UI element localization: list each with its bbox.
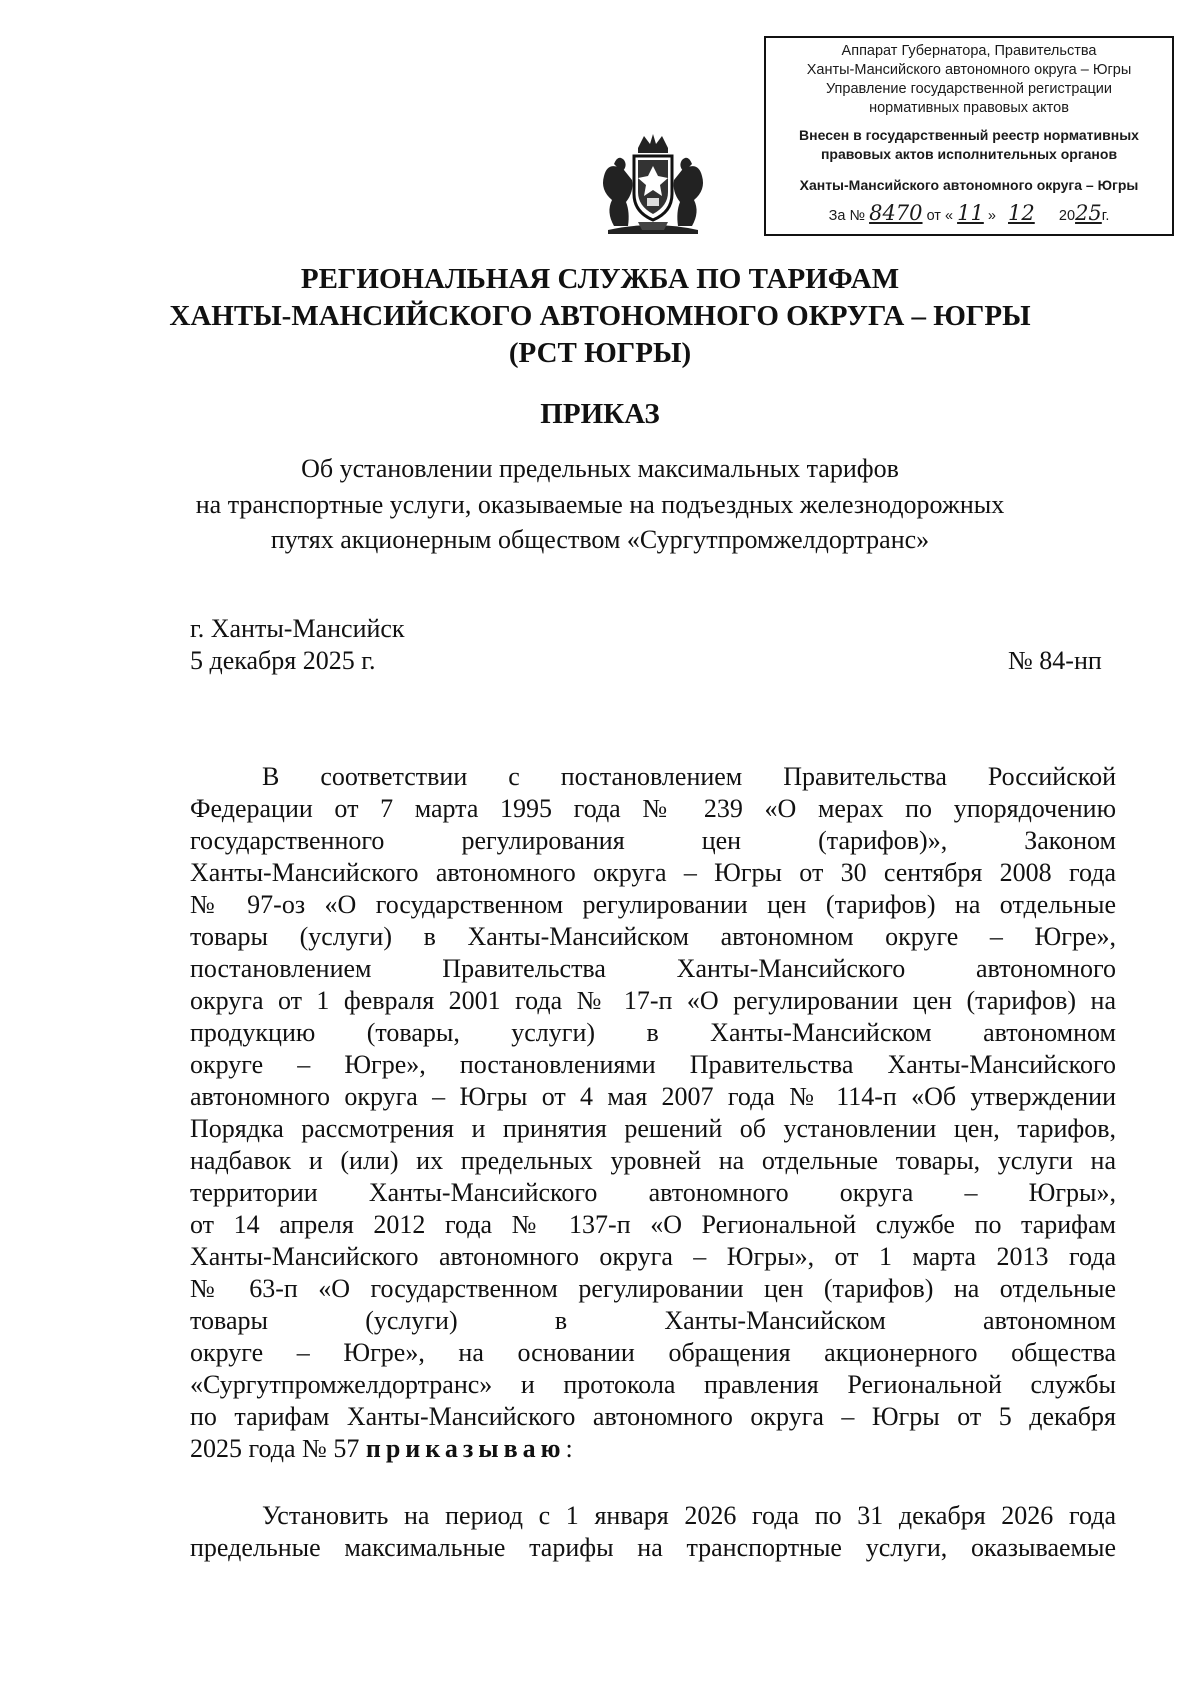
stamp-reg-month: 12 <box>1008 201 1035 225</box>
body-line: В соответствии с постановлением Правительства Российской <box>262 762 1116 791</box>
body-line-final <box>190 1433 1116 1465</box>
body-line: от 14 апреля 2012 года № 137-п «О Региональной службе по тарифам <box>190 1210 1116 1239</box>
stamp-registration-number <box>766 201 1172 226</box>
body-line: предельные максимальные тарифы на транспортные услуги, оказываемые <box>190 1533 1116 1562</box>
body-line: «Сургутпромжелдортранс» и протокола правления Региональной службы <box>190 1370 1116 1399</box>
body-line: надбавок и (или) их предельных уровней на отдельные товары, услуги на <box>190 1146 1116 1175</box>
body-line: товары (услуги) в Ханты-Мансийском автономном округе – Югре», <box>190 922 1116 951</box>
org-abbreviation: (РСТ ЮГРЫ) <box>508 337 692 369</box>
body-line: Ханты-Мансийского автономного округа – Югры от 30 сентября 2008 года <box>190 858 1116 887</box>
stamp-registry-note <box>766 126 1172 164</box>
stamp-reg-day: 11 <box>957 201 984 225</box>
subject-line: путях акционерным обществом «Сургутпромжелдортранс» <box>270 525 930 554</box>
body-line: Порядка рассмотрения и принятия решений об установлении цен, тарифов, <box>190 1114 1116 1143</box>
stamp-header <box>766 42 1172 118</box>
body-line: государственного регулирования цен (тарифов)», Законом <box>190 826 1116 855</box>
body-line: округе – Югре», постановлениями Правительства Ханты-Мансийского <box>190 1050 1116 1079</box>
stamp-line: Ханты-Мансийского автономного округа – Югры <box>799 177 1139 193</box>
issue-date: 5 декабря 2025 г. <box>190 646 376 675</box>
body-line: № 63-п «О государственном регулировании цен (тарифов) на отдельные <box>190 1274 1116 1303</box>
body-line: № 97-оз «О государственном регулировании цен (тарифов) на отдельные <box>190 890 1116 919</box>
stamp-reg-year: 25 <box>1075 201 1102 225</box>
document-type: ПРИКАЗ <box>540 398 660 430</box>
stamp-line: нормативных правовых актов <box>869 100 1069 116</box>
body-line: товары (услуги) в Ханты-Мансийском автономном <box>190 1306 1116 1335</box>
org-name-line1: РЕГИОНАЛЬНАЯ СЛУЖБА ПО ТАРИФАМ <box>300 263 900 295</box>
order-colon: : <box>565 1434 573 1463</box>
body-line: округа от 1 февраля 2001 года № 17-п «О регулировании цен (тарифов) на <box>190 986 1116 1015</box>
order-reference: 2025 года № 57 <box>190 1434 366 1463</box>
stamp-line: Внесен в государственный реестр нормативных <box>799 127 1139 143</box>
subject-line: Об установлении предельных максимальных тарифов <box>301 454 899 483</box>
body-line: Установить на период с 1 января 2026 года по 31 декабря 2026 года <box>262 1501 1116 1530</box>
stamp-reg-close: » <box>987 208 996 224</box>
stamp-line: Ханты-Мансийского автономного округа – Югры <box>806 62 1132 78</box>
stamp-reg-from: от « <box>926 208 954 224</box>
issue-city: г. Ханты-Мансийск <box>190 614 405 643</box>
stamp-reg-year-prefix: 20 <box>1058 208 1076 224</box>
body-line: продукцию (товары, услуги) в Ханты-Мансийском автономном <box>190 1018 1116 1047</box>
stamp-line: Аппарат Губернатора, Правительства <box>841 43 1097 59</box>
stamp-line: правовых актов исполнительных органов <box>820 146 1118 162</box>
order-verb: приказываю <box>365 1434 566 1463</box>
stamp-reg-prefix: За № <box>828 208 866 224</box>
body-line: Федерации от 7 марта 1995 года № 239 «О мерах по упорядочению <box>190 794 1116 823</box>
body-line: постановлением Правительства Ханты-Мансийского автономного <box>190 954 1116 983</box>
body-line: округе – Югре», на основании обращения акционерного общества <box>190 1338 1116 1367</box>
stamp-line: Управление государственной регистрации <box>825 81 1113 97</box>
registration-stamp <box>764 36 1174 236</box>
org-name-line2: ХАНТЫ-МАНСИЙСКОГО АВТОНОМНОГО ОКРУГА – ЮГРЫ <box>169 300 1031 332</box>
body-line: территории Ханты-Мансийского автономного округа – Югры», <box>190 1178 1116 1207</box>
subject-line: на транспортные услуги, оказываемые на подъездных железнодорожных <box>195 490 1005 519</box>
body-line: по тарифам Ханты-Мансийского автономного округа – Югры от 5 декабря <box>190 1402 1116 1431</box>
coat-of-arms-icon <box>594 130 712 236</box>
stamp-reg-year-suffix: г. <box>1101 208 1110 224</box>
body-line: Ханты-Мансийского автономного округа – Югры», от 1 марта 2013 года <box>190 1242 1116 1271</box>
stamp-region <box>766 176 1172 195</box>
body-line: автономного округа – Югры от 4 мая 2007 года № 114-п «Об утверждении <box>190 1082 1116 1111</box>
stamp-reg-number: 8470 <box>869 201 923 225</box>
document-number: № 84-нп <box>1008 646 1102 675</box>
